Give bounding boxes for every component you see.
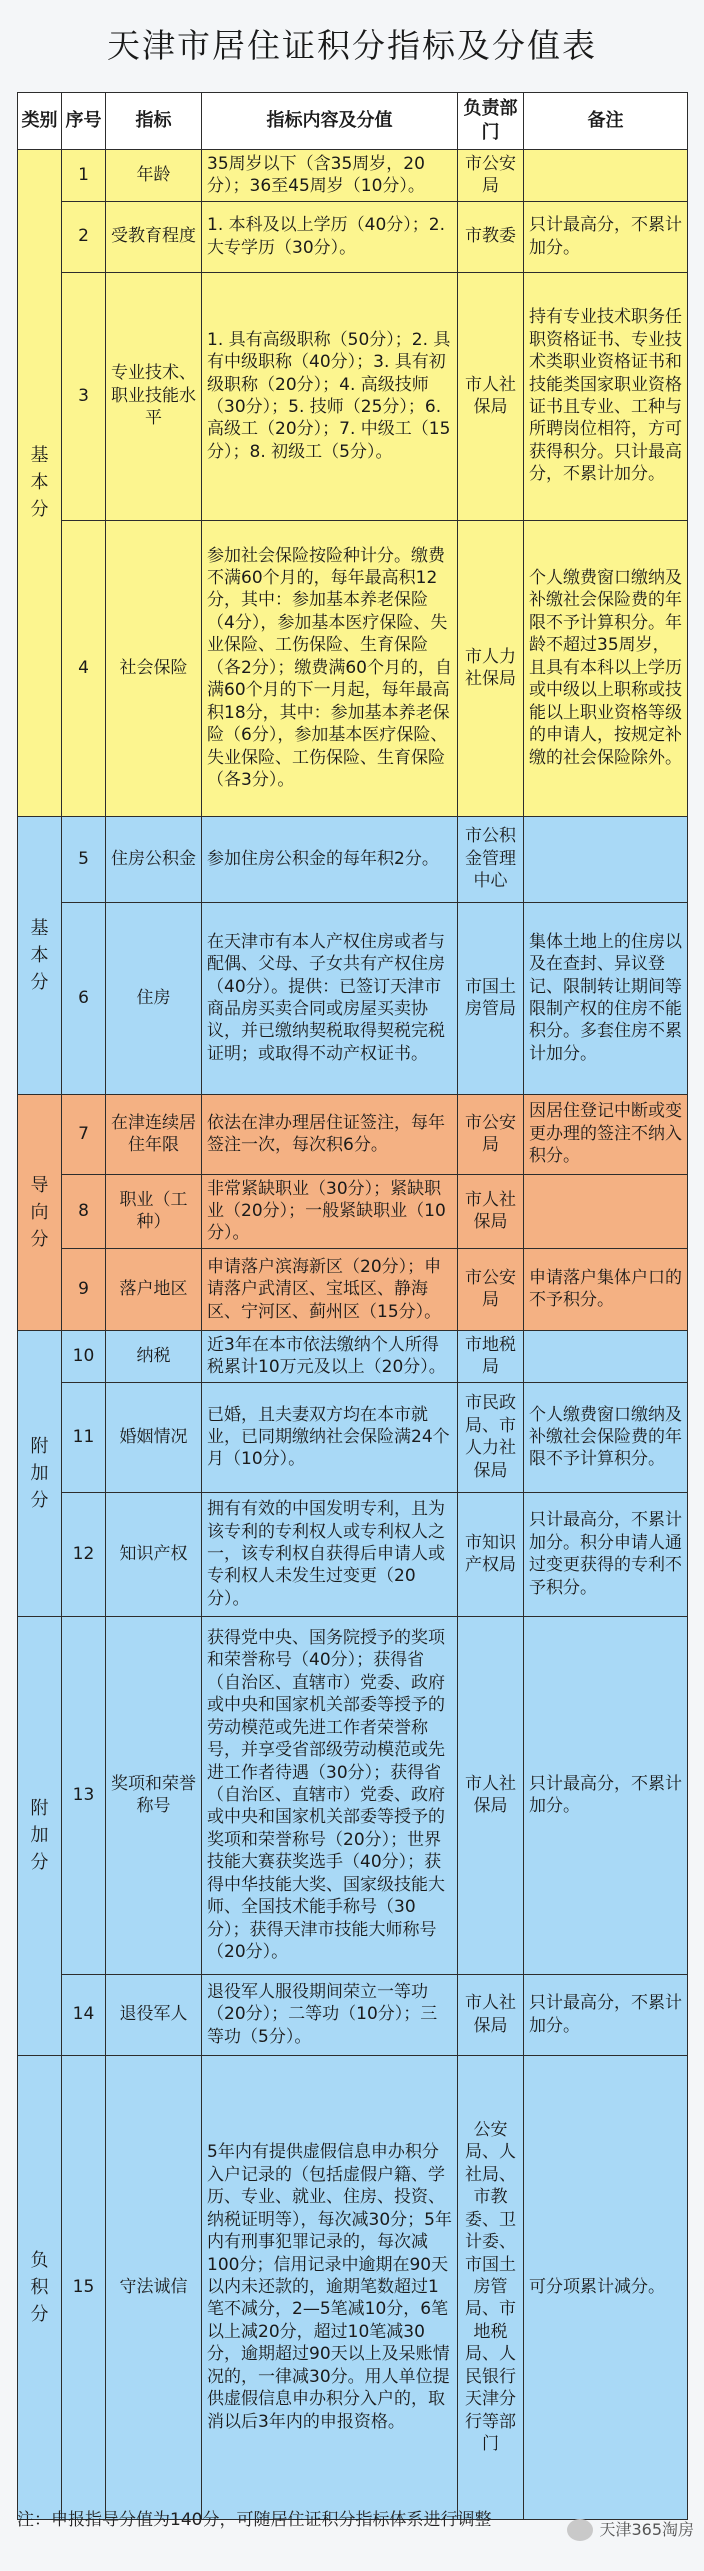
category-cell: 导向分 <box>18 1094 62 1330</box>
watermark <box>567 2510 694 2550</box>
row-dept: 市人社保局 <box>458 272 524 520</box>
row-number: 6 <box>62 902 106 1094</box>
row-indicator: 职业（工种） <box>106 1174 202 1248</box>
row-remark: 只计最高分，不累计加分。积分申请人通过变更获得的专利不予积分。 <box>524 1492 688 1616</box>
points-table <box>17 92 688 2520</box>
footer-note: 注：申报指导分值为140分，可随居住证积分指标体系进行调整 <box>17 2510 492 2530</box>
row-dept: 市国土房管局 <box>458 902 524 1094</box>
row-dept: 市知识产权局 <box>458 1492 524 1616</box>
header-content: 指标内容及分值 <box>202 93 458 150</box>
row-remark <box>524 816 688 902</box>
row-indicator: 知识产权 <box>106 1492 202 1616</box>
row-dept: 市人社保局 <box>458 1974 524 2055</box>
row-number: 10 <box>62 1330 106 1382</box>
row-number: 11 <box>62 1382 106 1492</box>
row-indicator: 专业技术、职业技能水平 <box>106 272 202 520</box>
header-indicator: 指标 <box>106 93 202 150</box>
row-content: 5年内有提供虚假信息申办积分入户记录的（包括虚假户籍、学历、专业、就业、住房、投资、纳税证明等），每次减30分；5年内有刑事犯罪记录的，每次减100分；信用记录中逾期在90天以内未还款的，逾期笔数超过1笔不减分，2—5笔减10分，6笔以上减20分，超过10笔减30分，逾期超过90天以上及呆账情况的，一律减30分。用人单位提供虚假信息申办积分入户的，取消以后3年内的申报资格。 <box>202 2055 458 2519</box>
category-cell: 附加分 <box>18 1616 62 2055</box>
row-remark: 个人缴费窗口缴纳及补缴社会保险费的年限不予计算积分。 <box>524 1382 688 1492</box>
table-row <box>18 272 688 520</box>
table-row <box>18 1174 688 1248</box>
row-number: 15 <box>62 2055 106 2519</box>
table-row <box>18 520 688 816</box>
row-indicator: 婚姻情况 <box>106 1382 202 1492</box>
table-row <box>18 201 688 272</box>
header-dept: 负责部门 <box>458 93 524 150</box>
row-content: 退役军人服役期间荣立一等功（20分）；二等功（10分）；三等功（5分）。 <box>202 1974 458 2055</box>
table-row <box>18 1382 688 1492</box>
row-remark: 只计最高分，不累计加分。 <box>524 201 688 272</box>
row-indicator: 守法诚信 <box>106 2055 202 2519</box>
table-row <box>18 2055 688 2519</box>
row-remark <box>524 1174 688 1248</box>
row-dept: 市人社保局 <box>458 1616 524 1974</box>
row-indicator: 社会保险 <box>106 520 202 816</box>
row-remark <box>524 149 688 201</box>
row-remark: 集体土地上的住房以及在查封、异议登记、限制转让期间等限制产权的住房不能积分。多套住房不累计加分。 <box>524 902 688 1094</box>
category-cell: 基本分 <box>18 816 62 1094</box>
table-row <box>18 902 688 1094</box>
row-number: 7 <box>62 1094 106 1174</box>
row-remark: 只计最高分，不累计加分。 <box>524 1974 688 2055</box>
table-row <box>18 1616 688 1974</box>
table-header-row <box>18 93 688 150</box>
table-row <box>18 149 688 201</box>
row-content: 已婚，且夫妻双方均在本市就业，已同期缴纳社会保险满24个月（10分）。 <box>202 1382 458 1492</box>
row-number: 12 <box>62 1492 106 1616</box>
row-content: 在天津市有本人产权住房或者与配偶、父母、子女共有产权住房（40分）。提供：已签订天津市商品房买卖合同或房屋买卖协议，并已缴纳契税取得契税完税证明；或取得不动产权证书。 <box>202 902 458 1094</box>
header-number: 序号 <box>62 93 106 150</box>
row-number: 2 <box>62 201 106 272</box>
row-number: 4 <box>62 520 106 816</box>
row-content: 非常紧缺职业（30分）；紧缺职业（20分）；一般紧缺职业（10分）。 <box>202 1174 458 1248</box>
row-dept: 市公安局 <box>458 1248 524 1330</box>
category-cell: 负积分 <box>18 2055 62 2519</box>
row-dept: 市人力社保局 <box>458 520 524 816</box>
row-remark <box>524 1330 688 1382</box>
row-number: 8 <box>62 1174 106 1248</box>
row-indicator: 在津连续居住年限 <box>106 1094 202 1174</box>
row-number: 1 <box>62 149 106 201</box>
row-dept: 市公积金管理中心 <box>458 816 524 902</box>
row-content: 参加住房公积金的每年积2分。 <box>202 816 458 902</box>
header-remark: 备注 <box>524 93 688 150</box>
row-indicator: 落户地区 <box>106 1248 202 1330</box>
row-content: 1. 具有高级职称（50分）；2. 具有中级职称（40分）；3. 具有初级职称（20分）；4. 高级技师（30分）；5. 技师（25分）；6. 高级工（20分）；7. 中级工（15分）；8. 初级工（5分）。 <box>202 272 458 520</box>
row-dept: 公安局、人社局、市教委、卫计委、市国土房管局、市地税局、人民银行天津分行等部门 <box>458 2055 524 2519</box>
row-dept: 市教委 <box>458 201 524 272</box>
table-row <box>18 1974 688 2055</box>
table-row <box>18 1094 688 1174</box>
table-row <box>18 1330 688 1382</box>
row-dept: 市公安局 <box>458 149 524 201</box>
category-cell: 基本分 <box>18 149 62 816</box>
row-content: 近3年在本市依法缴纳个人所得税累计10万元及以上（20分）。 <box>202 1330 458 1382</box>
row-remark: 因居住登记中断或变更办理的签注不纳入积分。 <box>524 1094 688 1174</box>
row-number: 5 <box>62 816 106 902</box>
table-row <box>18 816 688 902</box>
row-dept: 市民政局、市人力社保局 <box>458 1382 524 1492</box>
header-category: 类别 <box>18 93 62 150</box>
row-dept: 市公安局 <box>458 1094 524 1174</box>
row-content: 1. 本科及以上学历（40分）；2. 大专学历（30分）。 <box>202 201 458 272</box>
row-number: 13 <box>62 1616 106 1974</box>
row-number: 3 <box>62 272 106 520</box>
row-content: 申请落户滨海新区（20分）；申请落户武清区、宝坻区、静海区、宁河区、蓟州区（15分）。 <box>202 1248 458 1330</box>
row-number: 14 <box>62 1974 106 2055</box>
category-cell: 附加分 <box>18 1330 62 1616</box>
row-indicator: 纳税 <box>106 1330 202 1382</box>
row-dept: 市地税局 <box>458 1330 524 1382</box>
watermark-text: 天津365淘房 <box>599 2520 694 2539</box>
row-remark: 持有专业技术职务任职资格证书、专业技术类职业资格证书和技能类国家职业资格证书且专业、工种与所聘岗位相符，方可获得积分。只计最高分，不累计加分。 <box>524 272 688 520</box>
row-content: 依法在津办理居住证签注，每年签注一次，每次积6分。 <box>202 1094 458 1174</box>
row-remark: 个人缴费窗口缴纳及补缴社会保险费的年限不予计算积分。年龄不超过35周岁，且具有本科以上学历或中级以上职称或技能以上职业资格等级的申请人，按规定补缴的社会保险除外。 <box>524 520 688 816</box>
row-content: 35周岁以下（含35周岁，20分）；36至45周岁（10分）。 <box>202 149 458 201</box>
table-row <box>18 1492 688 1616</box>
row-indicator: 住房公积金 <box>106 816 202 902</box>
page-title: 天津市居住证积分指标及分值表 <box>107 26 597 65</box>
row-indicator: 奖项和荣誉称号 <box>106 1616 202 1974</box>
row-indicator: 受教育程度 <box>106 201 202 272</box>
row-remark: 申请落户集体户口的不予积分。 <box>524 1248 688 1330</box>
row-content: 拥有有效的中国发明专利，且为该专利的专利权人或专利权人之一，该专利权自获得后申请人或专利权人未发生过变更（20分）。 <box>202 1492 458 1616</box>
row-remark: 只计最高分，不累计加分。 <box>524 1616 688 1974</box>
row-number: 9 <box>62 1248 106 1330</box>
row-remark: 可分项累计减分。 <box>524 2055 688 2519</box>
row-indicator: 住房 <box>106 902 202 1094</box>
row-indicator: 退役军人 <box>106 1974 202 2055</box>
row-content: 获得党中央、国务院授予的奖项和荣誉称号（40分）；获得省（自治区、直辖市）党委、政府或中央和国家机关部委等授予的劳动模范或先进工作者荣誉称号，并享受省部级劳动模范或先进工作者待遇（30分）；获得省（自治区、直辖市）党委、政府或中央和国家机关部委等授予的奖项和荣誉称号（20分）；世界技能大赛获奖选手（40分）；获得中华技能大奖、国家级技能大师、全国技术能手称号（30分）；获得天津市技能大师称号（20分）。 <box>202 1616 458 1974</box>
row-content: 参加社会保险按险种计分。缴费不满60个月的，每年最高积12分，其中：参加基本养老保险（4分），参加基本医疗保险、失业保险、工伤保险、生育保险（各2分）；缴费满60个月的，自满60个月的下一月起，每年最高积18分，其中：参加基本养老保险（6分），参加基本医疗保险、失业保险、工伤保险、生育保险（各3分）。 <box>202 520 458 816</box>
table-row <box>18 1248 688 1330</box>
chat-icon <box>567 2519 593 2541</box>
row-dept: 市人社保局 <box>458 1174 524 1248</box>
row-indicator: 年龄 <box>106 149 202 201</box>
